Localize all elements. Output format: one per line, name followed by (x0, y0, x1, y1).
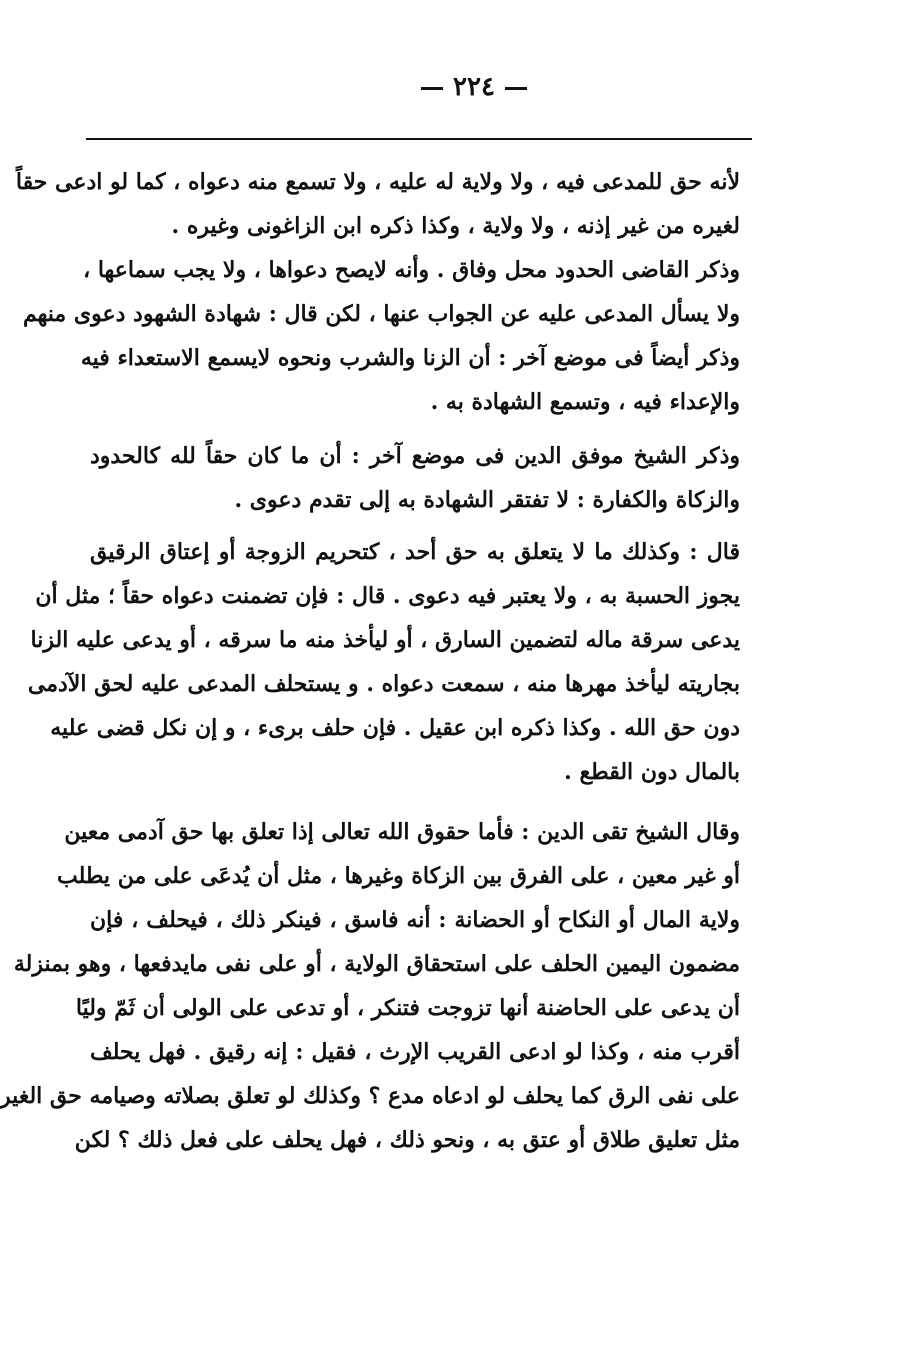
text-line: وذكر أيضاً فى موضع آخر : أن الزنا والشرب ونحوه لايسمع الاستعداء فيه (80, 345, 740, 371)
text-line: والزكاة والكفارة : لا تفتقر الشهادة به إلى تقدم دعوى . (234, 487, 740, 513)
body-text (0, 160, 740, 1162)
paragraph-gap (90, 522, 740, 530)
paragraph (90, 434, 740, 522)
text-line: والإعداء فيه ، وتسمع الشهادة به . (430, 389, 740, 415)
paragraph (15, 160, 740, 248)
paragraph (27, 530, 740, 794)
text-line: على نفى الرق كما يحلف لو ادعاه مدع ؟ وكذلك لو تعلق بصلاته وصيامه حق الغير (0, 1083, 740, 1109)
page-number-header (46, 72, 902, 102)
text-line: ولاية المال أو النكاح أو الحضانة : أنه فاسق ، فينكر ذلك ، فيحلف ، فإن (90, 907, 740, 933)
text-line: أو غير معين ، على الفرق بين الزكاة وغيرها ، مثل أن يُدعَى على من يطلب (57, 863, 740, 889)
text-line: لأنه حق للمدعى فيه ، ولا ولاية له عليه ، ولا تسمع منه دعواه ، كما لو ادعى حقاً (15, 169, 740, 195)
paragraph-gap (90, 424, 740, 434)
header-rule (86, 138, 752, 140)
text-line: بالمال دون القطع . (564, 759, 740, 785)
text-line: وقال الشيخ تقى الدين : فأما حقوق الله تعالى إذا تعلق بها حق آدمى معين (64, 819, 740, 845)
text-line: ولا يسأل المدعى عليه عن الجواب عنها ، لكن قال : شهادة الشهود دعوى منهم (23, 301, 740, 327)
text-line: لغيره من غير إذنه ، ولا ولاية ، وكذا ذكره ابن الزاغونى وغيره . (171, 213, 740, 239)
paragraph (0, 810, 740, 1162)
page-number: ٢٢٤ (453, 72, 495, 102)
text-line: يجوز الحسبة به ، ولا يعتبر فيه دعوى . قال : فإن تضمنت دعواه حقاً ؛ مثل أن (35, 583, 740, 609)
paragraph-gap (90, 794, 740, 810)
text-line: بجاريته ليأخذ مهرها منه ، سمعت دعواه . و يستحلف المدعى عليه لحق الآدمى (27, 671, 740, 697)
text-line: أن يدعى على الحاضنة أنها تزوجت فتنكر ، أو تدعى على الولى أن ثَمّ وليًا (75, 995, 740, 1021)
text-line: مثل تعليق طلاق أو عتق به ، ونحو ذلك ، فهل يحلف على فعل ذلك ؟ لكن (74, 1127, 740, 1153)
page-number-dash-right (505, 87, 527, 90)
paragraph (23, 248, 740, 336)
text-line: يدعى سرقة ماله لتضمين السارق ، أو ليأخذ منه ما سرقه ، أو يدعى عليه الزنا (30, 627, 740, 653)
text-line: وذكر الشيخ موفق الدين فى موضع آخر : أن ما كان حقاً لله كالحدود (90, 443, 740, 469)
text-line: دون حق الله . وكذا ذكره ابن عقيل . فإن حلف برىء ، و إن نكل قضى عليه (50, 715, 740, 741)
paragraph (80, 336, 740, 424)
page-number-dash-left (421, 87, 443, 90)
text-line: مضمون اليمين الحلف على استحقاق الولاية ، أو على نفى مايدفعها ، وهو بمنزلة (13, 951, 740, 977)
text-line: قال : وكذلك ما لا يتعلق به حق أحد ، كتحريم الزوجة أو إعتاق الرقيق (90, 539, 740, 565)
text-line: وذكر القاضى الحدود محل وفاق . وأنه لايصح دعواها ، ولا يجب سماعها ، (83, 257, 740, 283)
text-line: أقرب منه ، وكذا لو ادعى القريب الإرث ، فقيل : إنه رقيق . فهل يحلف (90, 1039, 740, 1065)
